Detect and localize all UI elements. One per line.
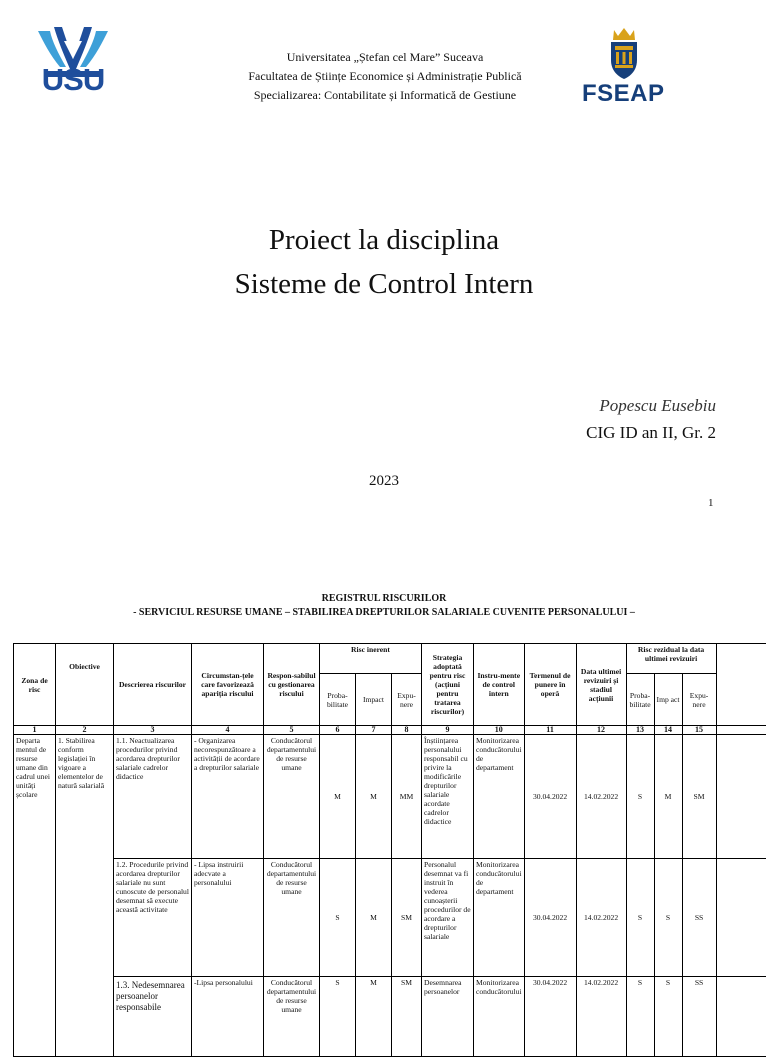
cell-data-revizuire: 14.02.2022 (576, 735, 626, 859)
cell-zona: Departa mentul de resurse umane din cadrul unei unități școlare (14, 735, 56, 1057)
cell-impact-rezidual: M (654, 735, 682, 859)
student-group: CIG ID an II, Gr. 2 (586, 423, 716, 442)
cell-termen: 30.04.2022 (524, 735, 576, 859)
cell-expunere-rezidual: SS (682, 859, 716, 977)
header-impact-rezidual: Imp act (654, 674, 682, 726)
page-number: 1 (708, 497, 714, 509)
cell-instrumente: Monitorizarea conducătorului (474, 977, 525, 1057)
cell-impact: M (356, 977, 392, 1057)
cell-responsabil: Conducătorul departamentului de resurse umane (264, 735, 320, 859)
university-header (200, 48, 570, 105)
column-number: 7 (356, 726, 392, 735)
header-responsabil: Respon-sabilul cu gestionarea riscului (264, 644, 320, 726)
column-number: 8 (392, 726, 422, 735)
header-probabilitate-rezidual: Proba-bilitate (626, 674, 654, 726)
cell-data-revizuire: 14.02.2022 (576, 977, 626, 1057)
table-row (14, 735, 767, 859)
header-descrierea: Descrierea riscurilor (114, 644, 192, 726)
faculty-name: Facultatea de Științe Economice și Administrație Publică (248, 69, 522, 83)
cell-expunere: MM (392, 735, 422, 859)
column-number: 10 (474, 726, 525, 735)
register-subtitle: - SERVICIUL RESURSE UMANE – STABILIREA DREPTURILOR SALARIALE CUVENITE PERSONALULUI – (133, 607, 635, 618)
cell-termen: 30.04.2022 (524, 859, 576, 977)
column-number: 12 (576, 726, 626, 735)
risk-register-table (13, 643, 766, 1057)
column-number: 13 (626, 726, 654, 735)
column-number-extra (716, 726, 766, 735)
cell-responsabil: Conducătorul departamentului de resurse umane (264, 859, 320, 977)
table-row (14, 859, 767, 977)
fseap-crest-icon (605, 26, 643, 80)
cell-impact-rezidual: S (654, 977, 682, 1057)
header-probabilitate: Proba-bilitate (320, 674, 356, 726)
column-number: 3 (114, 726, 192, 735)
column-number: 9 (422, 726, 474, 735)
cell-instrumente: Monitorizarea conducătorului de departament (474, 859, 525, 977)
cell-probabilitate: M (320, 735, 356, 859)
column-number: 4 (192, 726, 264, 735)
header-extra (716, 644, 766, 726)
column-number: 6 (320, 726, 356, 735)
title-line-1: Proiect la disciplina (268, 224, 500, 256)
header-expunere-rezidual: Expu-nere (682, 674, 716, 726)
header-risc-rezidual: Risc rezidual la data ultimei revizuiri (626, 644, 716, 674)
university-name: Universitatea „Ștefan cel Mare” Suceava (286, 50, 484, 64)
cell-probabilitate-rezidual: S (626, 735, 654, 859)
author-name: Popescu Eusebiu (599, 396, 716, 415)
header-obiective: Obiective (56, 644, 114, 726)
cell-extra (716, 735, 766, 859)
header-termenul: Termenul de punere în operă (524, 644, 576, 726)
cell-impact: M (356, 859, 392, 977)
usu-logo-text: USU (41, 62, 105, 97)
header-instrumente: Instru-mente de control intern (474, 644, 525, 726)
column-number: 5 (264, 726, 320, 735)
column-number: 1 (14, 726, 56, 735)
cell-data-revizuire: 14.02.2022 (576, 859, 626, 977)
cell-strategie: Înștiințarea personalului responsabil cu privire la modificările drepturilor salariale acordate cadrelor didactice (422, 735, 474, 859)
header-expunere: Expu-nere (392, 674, 422, 726)
cell-termen: 30.04.2022 (524, 977, 576, 1057)
column-number: 15 (682, 726, 716, 735)
table-header-row (14, 644, 767, 674)
project-title (0, 218, 768, 306)
column-number-row (14, 726, 767, 735)
cell-circumstante: - Organizarea necorespunzătoare a activității de acordare a drepturilor salariale (192, 735, 264, 859)
cell-circumstante: - Lipsa instruirii adecvate a personalului (192, 859, 264, 977)
table-row (14, 977, 767, 1057)
title-line-2: Sisteme de Control Intern (234, 268, 534, 300)
project-year: 2023 (369, 473, 399, 489)
register-heading (0, 592, 768, 620)
header-risc-inerent: Risc inerent (320, 644, 422, 674)
cell-descriere: 1.1. Neactualizarea procedurilor privind acordarea drepturilor salariale cadrelor didactice (114, 735, 192, 859)
cell-extra (716, 859, 766, 977)
cell-obiectiv: 1. Stabilirea conform legislației în vigoare a elementelor de natură salarială (56, 735, 114, 1057)
header-data-revizuire: Data ultimei revizuiri și stadiul acțiunii (576, 644, 626, 726)
column-number: 2 (56, 726, 114, 735)
cell-expunere-rezidual: SS (682, 977, 716, 1057)
cell-impact: M (356, 735, 392, 859)
cell-expunere-rezidual: SM (682, 735, 716, 859)
cell-probabilitate-rezidual: S (626, 859, 654, 977)
cell-probabilitate-rezidual: S (626, 977, 654, 1057)
cell-instrumente: Monitorizarea conducătorului de departament (474, 735, 525, 859)
fseap-logo-text: FSEAP (582, 80, 665, 107)
header-impact: Impact (356, 674, 392, 726)
cell-expunere: SM (392, 859, 422, 977)
cell-probabilitate: S (320, 977, 356, 1057)
header-circumstante: Circumstan-țele care favorizează apariția riscului (192, 644, 264, 726)
register-title: REGISTRUL RISCURILOR (321, 593, 447, 604)
cell-circumstante: -Lipsa personalului (192, 977, 264, 1057)
column-number: 11 (524, 726, 576, 735)
cell-probabilitate: S (320, 859, 356, 977)
cell-responsabil: Conducătorul departamentului de resurse umane (264, 977, 320, 1057)
cell-strategie: Personalul desemnat va fi instruit în vederea cunoașterii procedurilor de acordare a drepturilor salariale (422, 859, 474, 977)
cell-impact-rezidual: S (654, 859, 682, 977)
cell-descriere: 1.3. Nedesemnarea persoanelor responsabile (114, 977, 192, 1057)
header-zona: Zona de risc (14, 644, 56, 726)
cell-strategie: Desemnarea persoanelor (422, 977, 474, 1057)
specialization-name: Specializarea: Contabilitate și Informatică de Gestiune (253, 88, 517, 102)
cell-descriere: 1.2. Procedurile privind acordarea drepturilor salariale nu sunt cunoscute de personalul desemnat să execute această activitate (114, 859, 192, 977)
cell-expunere: SM (392, 977, 422, 1057)
header-strategia: Strategia adoptată pentru risc (acțiuni pentru tratarea riscurilor) (422, 644, 474, 726)
cell-extra (716, 977, 766, 1057)
column-number: 14 (654, 726, 682, 735)
